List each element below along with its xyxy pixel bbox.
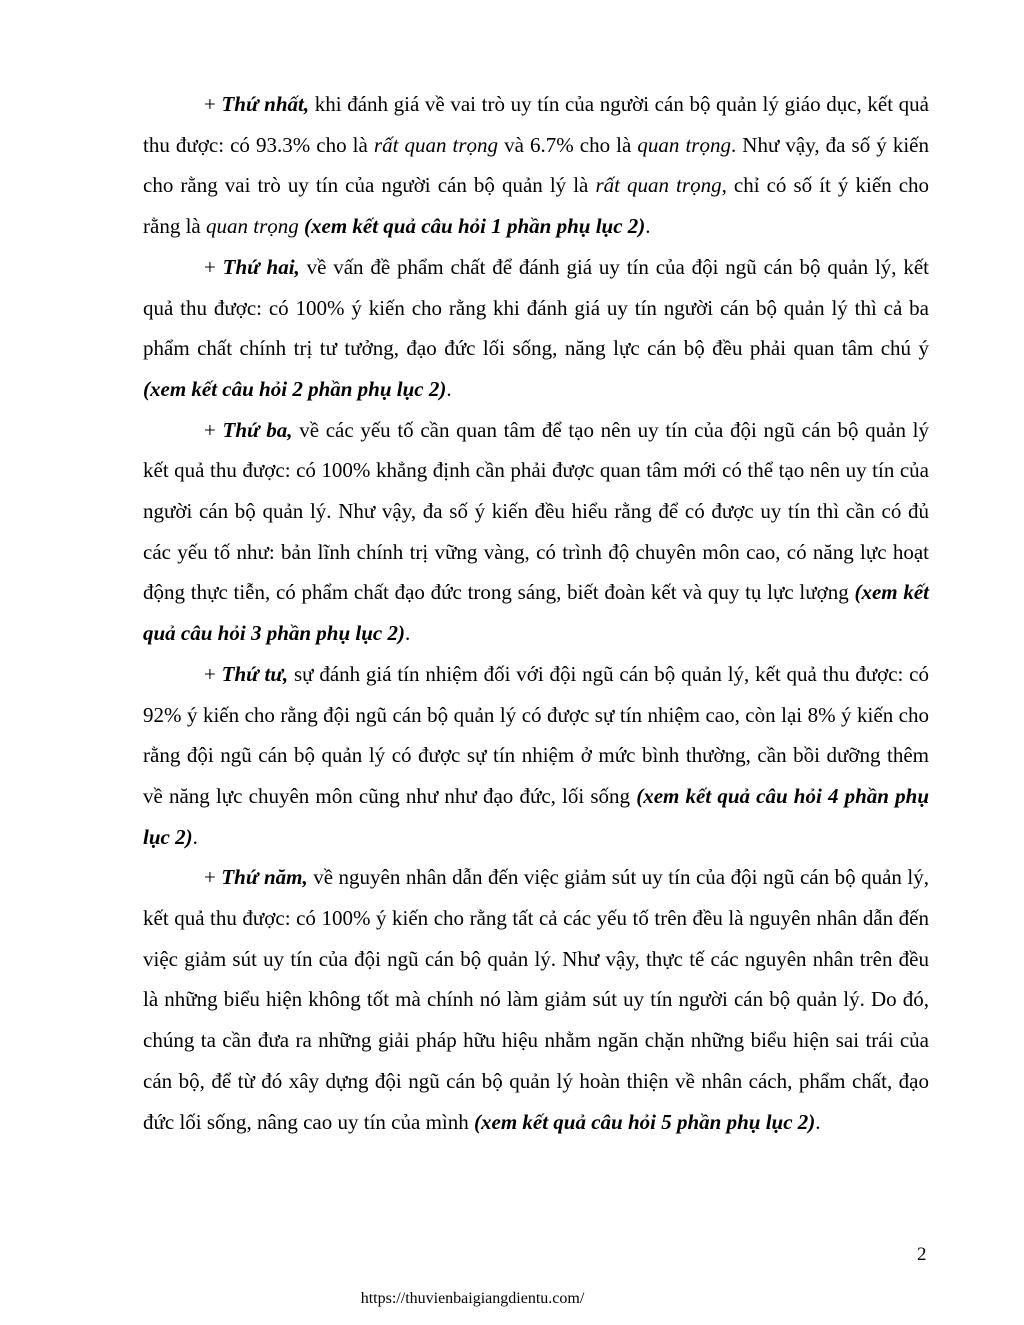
appendix-reference: (xem kết câu hỏi 2 phần phụ lục 2) <box>143 376 447 401</box>
emphasis-text: rất quan trọng <box>595 173 722 198</box>
paragraph-end: . <box>446 376 452 401</box>
appendix-reference: (xem kết quả câu hỏi 5 phần phụ lục 2) <box>474 1109 816 1134</box>
appendix-reference: (xem kết quả câu hỏi 1 phần phụ lục 2) <box>304 214 646 239</box>
paragraph-heading: Thứ tư, <box>221 661 289 686</box>
paragraph-text: , chỉ có số ít ý kiến cho rằng là <box>143 173 930 239</box>
paragraph-end: . <box>405 621 411 646</box>
paragraph-text: về các yếu tố cần quan tâm để tạo nên uy tín của đội ngũ cán bộ quản lý kết quả thu được: có 100% khẳng định cần phải được quan tâm mới có thể tạo nên uy tín của người cán bộ quản lý. Như vậy, đa số ý kiến đều hiểu rằng để có được uy tín thì cần có đủ các yếu tố như: bản lĩnh chính trị vững vàng, có trình độ chuyên môn cao, có năng lực hoạt động thực tiễn, có phẩm chất đạo đức trong sáng, biết đoàn kết và quy tụ lực lượng <box>143 417 929 605</box>
appendix-reference: (xem kết quả câu hỏi 3 phần phụ lục 2) <box>143 580 929 646</box>
page-number: 2 <box>917 1244 927 1265</box>
bullet-marker: + <box>204 92 222 116</box>
bullet-marker: + <box>204 254 223 279</box>
bullet-marker: + <box>204 865 222 890</box>
paragraph-heading: Thứ nhất, <box>221 92 310 116</box>
paragraph-text: sự đánh giá tín nhiệm đối với đội ngũ cán bộ quản lý, kết quả thu được: có 92% ý kiến cho rằng đội ngũ cán bộ quản lý có được sự tín nhiệm cao, còn lại 8% ý kiến cho rằng đội ngũ cán bộ quản lý có được sự tín nhiệm ở mức bình thường, cần bồi dưỡng thêm về năng lực chuyên môn cũng như như đạo đức, lối sống <box>143 661 929 808</box>
paragraph-heading: Thứ ba, <box>222 417 293 442</box>
paragraph-text: và 6.7% cho là <box>498 132 638 157</box>
paragraph-text: về nguyên nhân dẫn đến việc giảm sút uy tín của đội ngũ cán bộ quản lý, kết quả thu được: có 100% ý kiến cho rằng tất cả các yếu tố trên đều là nguyên nhân dẫn đến việc giảm sút uy tín của đội ngũ cán bộ quản lý. Như vậy, thực tế các nguyên nhân trên đều là những biểu hiện không tốt mà chính nó làm giảm sút uy tín người cán bộ quản lý. Do đó, chúng ta cần đưa ra những giải pháp hữu hiệu nhằm ngăn chặn những biểu hiện sai trái của cán bộ, để từ đó xây dựng đội ngũ cán bộ quản lý hoàn thiện về nhân cách, phẩm chất, đạo đức lối sống, nâng cao uy tín của mình <box>143 865 930 1134</box>
paragraph-end: . <box>815 1109 821 1134</box>
paragraph-third-finding <box>143 410 929 654</box>
paragraph-fourth-finding <box>143 654 929 858</box>
paragraph-second-finding <box>143 247 929 410</box>
emphasis-text: rất quan trọng <box>373 132 499 157</box>
emphasis-text: quan trọng <box>205 214 299 239</box>
bullet-marker: + <box>204 417 223 442</box>
paragraph-heading: Thứ năm, <box>221 865 308 890</box>
paragraph-first-finding <box>143 84 929 247</box>
emphasis-text: quan trọng <box>637 132 731 157</box>
paragraph-heading: Thứ hai, <box>222 254 300 279</box>
paragraph-end: . <box>645 214 651 239</box>
paragraph-text: về vấn đề phẩm chất để đánh giá uy tín của đội ngũ cán bộ quản lý, kết quả thu được: có 100% ý kiến cho rằng khi đánh giá uy tín người cán bộ quản lý thì cả ba phẩm chất chính trị tư tưởng, đạo đức lối sống, năng lực cán bộ đều phải quan tâm chú ý <box>143 254 929 361</box>
paragraph-end: . <box>192 824 198 849</box>
footer-url[interactable]: https://thuvienbaigiangdientu.com/ <box>360 1290 585 1307</box>
document-body <box>143 84 929 1142</box>
appendix-reference: (xem kết quả câu hỏi 4 phần phụ lục 2) <box>143 783 929 849</box>
bullet-marker: + <box>204 661 222 686</box>
paragraph-text: . Như vậy, đa số ý kiến cho rằng vai trò uy tín của người cán bộ quản lý là <box>143 132 929 198</box>
paragraph-text: khi đánh giá về vai trò uy tín của người cán bộ quản lý giáo dục, kết quả thu được: có 93.3% cho là <box>143 92 930 157</box>
paragraph-fifth-finding <box>143 857 929 1142</box>
